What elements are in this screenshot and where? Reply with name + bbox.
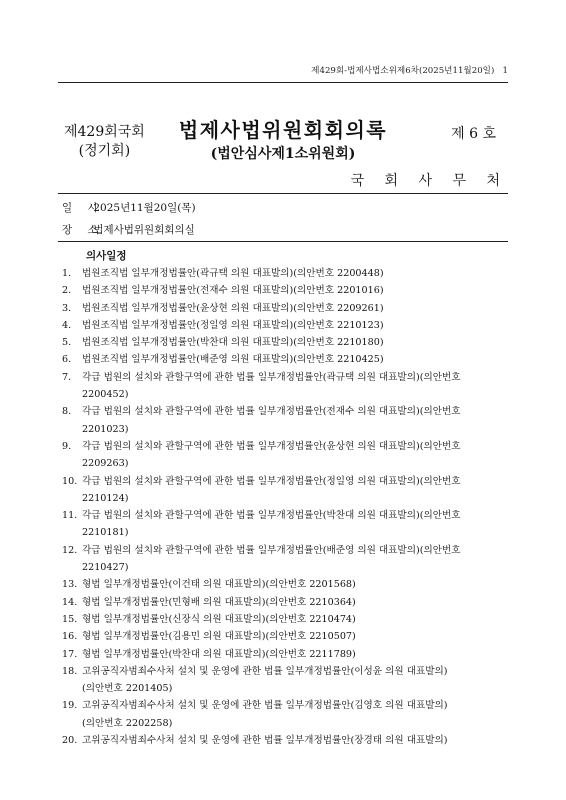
agenda-item-text: 형법 일부개정법률안(민형배 의원 대표발의)(의안번호 2210364) (82, 596, 356, 608)
agenda-item-text: 법원조직법 일부개정법률안(곽규택 의원 대표발의)(의안번호 2200448) (82, 268, 384, 279)
place-label: 장 소 (62, 224, 104, 236)
meta-bottom-rule (58, 241, 508, 242)
agenda-item (62, 265, 510, 282)
agenda-item-text: 각급 법원의 설치와 관할구역에 관한 법률 일부개정법률안(윤상현 의원 대표발의)(의안번호 (82, 440, 461, 452)
running-header-text: 제429회-법제사법소위제6차(2025년11월20일) (311, 66, 495, 76)
session-number: 제429회국회 (64, 124, 145, 140)
agenda-heading: 의사일정 (86, 250, 127, 262)
place-value: 법제사법위원회회의실 (93, 224, 195, 236)
agenda-item-number: 9. (62, 440, 72, 452)
issuer: 국 회 사 무 처 (350, 173, 508, 189)
agenda-item (62, 317, 510, 334)
agenda-item (62, 351, 510, 368)
agenda-item-number: 2. (62, 285, 72, 297)
agenda-item-number: 20. (62, 735, 78, 747)
agenda-item-continuation: 2201023) (82, 423, 129, 435)
agenda-item-number: 11. (62, 510, 78, 522)
agenda-item-text: 법원조직법 일부개정법률안(박찬대 의원 대표발의)(의안번호 2210180) (82, 337, 384, 349)
meeting-date-row (62, 200, 196, 215)
page-subtitle: (법안심사제1소위원회) (210, 146, 356, 162)
agenda-item (62, 663, 510, 698)
agenda-item-text: 각급 법원의 설치와 관할구역에 관한 법률 일부개정법률안(배준영 의원 대표발의)(의안번호 (82, 544, 461, 556)
agenda-item-continuation: 2209263) (82, 458, 129, 470)
session-type: (정기회) (78, 143, 131, 159)
agenda-item-number: 4. (62, 319, 72, 331)
agenda-item (62, 403, 510, 438)
date-label: 일 시 (62, 202, 104, 214)
agenda-item (62, 697, 510, 732)
agenda-item-number: 12. (62, 544, 78, 556)
agenda-item-continuation: (의안번호 2201405) (82, 683, 173, 695)
agenda-item (62, 507, 510, 542)
issue-number: 제 6 호 (451, 126, 496, 142)
page-title: 법제사법위원회회의록 (178, 118, 388, 142)
agenda-item (62, 594, 510, 611)
running-header (311, 64, 508, 76)
agenda-item-text: 형법 일부개정법률안(김용민 의원 대표발의)(의안번호 2210507) (82, 631, 356, 643)
agenda-item (62, 334, 510, 351)
agenda-item (62, 732, 510, 749)
agenda-item-number: 7. (62, 371, 72, 383)
agenda-item-number: 5. (62, 337, 72, 349)
agenda-item-number: 18. (62, 665, 78, 677)
agenda-item (62, 576, 510, 593)
agenda-item-continuation: 2210181) (82, 527, 129, 539)
agenda-item-number: 14. (62, 596, 78, 608)
agenda-item-text: 각급 법원의 설치와 관할구역에 관한 법률 일부개정법률안(박찬대 의원 대표발의)(의안번호 (82, 510, 461, 522)
agenda-item-number: 1. (62, 268, 72, 279)
date-value: 2025년11월20일(목) (93, 202, 196, 214)
agenda-item-text: 법원조직법 일부개정법률안(윤상현 의원 대표발의)(의안번호 2209261) (82, 302, 384, 314)
agenda-item-number: 17. (62, 648, 78, 660)
agenda-item-number: 8. (62, 406, 72, 418)
agenda-item-text: 고위공직자범죄수사처 설치 및 운영에 관한 법률 일부개정법률안(김영호 의원 대표발의) (82, 700, 448, 712)
agenda-item (62, 282, 510, 299)
agenda-list (62, 265, 510, 749)
agenda-item-text: 형법 일부개정법률안(박찬대 의원 대표발의)(의안번호 2211789) (82, 648, 356, 660)
agenda-item (62, 542, 510, 577)
agenda-item-continuation: 2200452) (82, 389, 129, 401)
agenda-item (62, 438, 510, 473)
agenda-item-text: 형법 일부개정법률안(이건태 의원 대표발의)(의안번호 2201568) (82, 579, 356, 591)
agenda-item (62, 300, 510, 317)
meta-top-rule (58, 193, 508, 194)
agenda-item-number: 10. (62, 475, 78, 487)
agenda-item-text: 법원조직법 일부개정법률안(전재수 의원 대표발의)(의안번호 2201016) (82, 285, 384, 297)
agenda-item-number: 16. (62, 631, 78, 643)
agenda-item (62, 646, 510, 663)
agenda-item-text: 형법 일부개정법률안(신장식 의원 대표발의)(의안번호 2210474) (82, 613, 356, 625)
header-rule (58, 82, 508, 83)
page-number: 1 (502, 66, 508, 76)
agenda-item-text: 법원조직법 일부개정법률안(정일영 의원 대표발의)(의안번호 2210123) (82, 319, 384, 331)
agenda-item-text: 각급 법원의 설치와 관할구역에 관한 법률 일부개정법률안(전재수 의원 대표발의)(의안번호 (82, 406, 461, 418)
agenda-item-text: 각급 법원의 설치와 관할구역에 관한 법률 일부개정법률안(정일영 의원 대표발의)(의안번호 (82, 475, 461, 487)
agenda-item-number: 13. (62, 579, 78, 591)
agenda-item-text: 고위공직자범죄수사처 설치 및 운영에 관한 법률 일부개정법률안(장경태 의원 대표발의) (82, 735, 448, 747)
agenda-item (62, 369, 510, 404)
agenda-item-continuation: (의안번호 2202258) (82, 717, 173, 729)
meeting-place-row (62, 222, 195, 237)
agenda-item-continuation: 2210427) (82, 562, 129, 574)
agenda-item-number: 6. (62, 354, 72, 366)
agenda-item-text: 각급 법원의 설치와 관할구역에 관한 법률 일부개정법률안(곽규택 의원 대표발의)(의안번호 (82, 371, 461, 383)
agenda-item (62, 473, 510, 508)
agenda-item-number: 19. (62, 700, 78, 712)
agenda-item (62, 611, 510, 628)
agenda-item-text: 고위공직자범죄수사처 설치 및 운영에 관한 법률 일부개정법률안(이성윤 의원 대표발의) (82, 665, 448, 677)
agenda-item-continuation: 2210124) (82, 492, 129, 504)
agenda-item-text: 법원조직법 일부개정법률안(배준영 의원 대표발의)(의안번호 2210425) (82, 354, 384, 366)
agenda-item-number: 15. (62, 613, 78, 625)
agenda-item-number: 3. (62, 302, 72, 314)
agenda-item (62, 628, 510, 645)
